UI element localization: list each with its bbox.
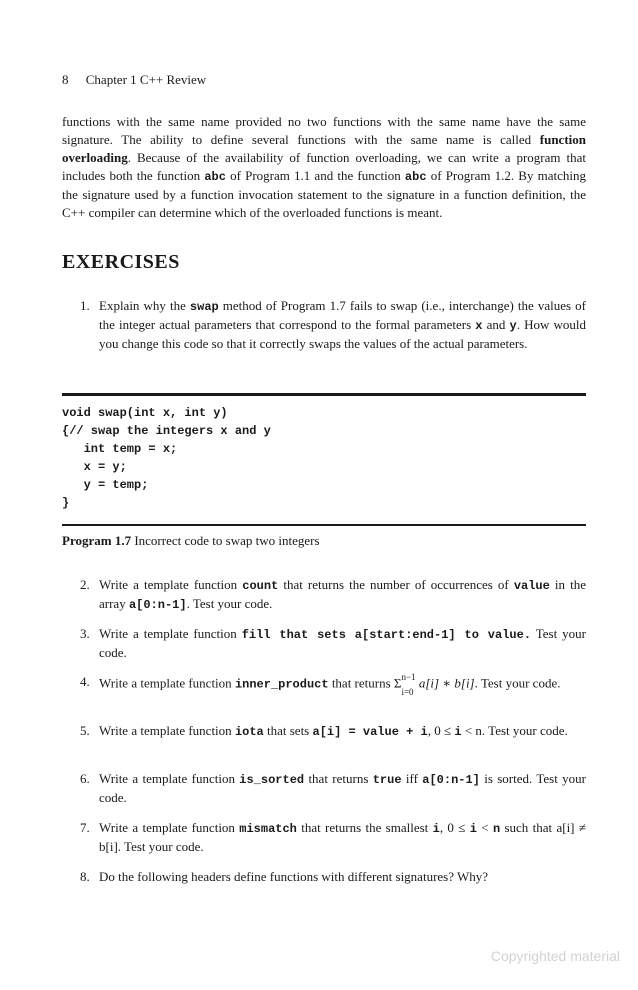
program-code [62,404,586,512]
exercise-8 [80,868,586,885]
exercise-4 [80,673,586,696]
program-top-rule [62,393,586,396]
exercise-number: 2. [80,577,90,592]
code-abc-1: abc [204,170,226,184]
exercise-text: Do the following headers define functions with different signatures? Why? [99,869,489,884]
summation-symbol: Σ [393,675,402,691]
caption-text: Incorrect code to swap two integers [134,533,320,548]
program-bottom-rule [62,524,586,526]
exercise-text: Write a template function inner_product that returns $\Sigma^{n-1}$ $_{i=0}$ a[i] ∗ b[i]. Test your code. [99,672,561,697]
exercise-number: 6. [80,771,90,786]
exercise-text: Explain why the swap method of Program 1.7 fails to swap (i.e., interchange) the values of the integer actual parameters that correspond to the formal parameters x and y. How would you change this code so that it correctly swaps the values of the actual parameters. [99,298,586,351]
exercise-5 [80,722,586,741]
code-line: } [62,496,70,510]
exercise-number: 7. [80,820,90,835]
intro-text-1: functions with the same name provided no two functions with the same name have the same signature. The ability to define several functions with the same name is called [62,114,586,147]
chapter-title: Chapter 1 C++ Review [85,72,207,87]
code-line: y = temp; [62,478,149,492]
exercise-2 [80,576,586,614]
section-title: EXERCISES [62,251,180,273]
program-caption [62,533,320,549]
exercise-3 [80,625,586,661]
exercise-number: 1. [80,298,90,313]
exercise-number: 8. [80,869,90,884]
exercise-text: Write a template function fill that sets a[start:end-1] to value. Test your code. [99,626,586,660]
exercise-text: Write a template function count that returns the number of occurrences of value in the array a[0:n-1]. Test your code. [99,577,586,612]
intro-text-2: . Because of the availability of function overloading, we can write a program that includes both the function [62,150,586,183]
exercise-6 [80,770,586,806]
exercise-text: Write a template function mismatch that returns the smallest i, 0 ≤ i < n such that a[i] ≠ b[i]. Test your code. [99,820,586,854]
code-line: void swap(int x, int y) [62,406,228,420]
page-number: 8 [62,72,69,87]
exercise-1 [80,297,586,352]
code-abc-2: abc [404,170,427,184]
exercise-text: Write a template function is_sorted that returns true iff a[0:n-1] is sorted. Test your code. [99,771,586,805]
exercise-text: Write a template function iota that sets a[i] = value + i, 0 ≤ i < n. Test your code. [99,723,568,739]
intro-paragraph [62,113,586,222]
copyright-watermark: Copyrighted material [490,948,620,964]
exercise-7 [80,819,586,855]
exercise-number: 5. [80,723,90,738]
code-line: x = y; [62,460,127,474]
code-line: int temp = x; [62,442,178,456]
exercise-number: 4. [80,674,90,689]
intro-text-3: of Program 1.1 and the function [225,168,405,183]
intro-text-4: of Program 1.2. By matching the signature used by a function invocation statement to the signature in a function definition, the C++ compiler can determine which of the overloaded functions is meant. [62,168,587,220]
exercise-number: 3. [80,626,90,641]
term-function-overloading: function overloading [62,132,586,165]
running-head [62,72,206,88]
code-line: {// swap the integers x and y [62,424,271,438]
caption-label: Program 1.7 [62,533,132,548]
